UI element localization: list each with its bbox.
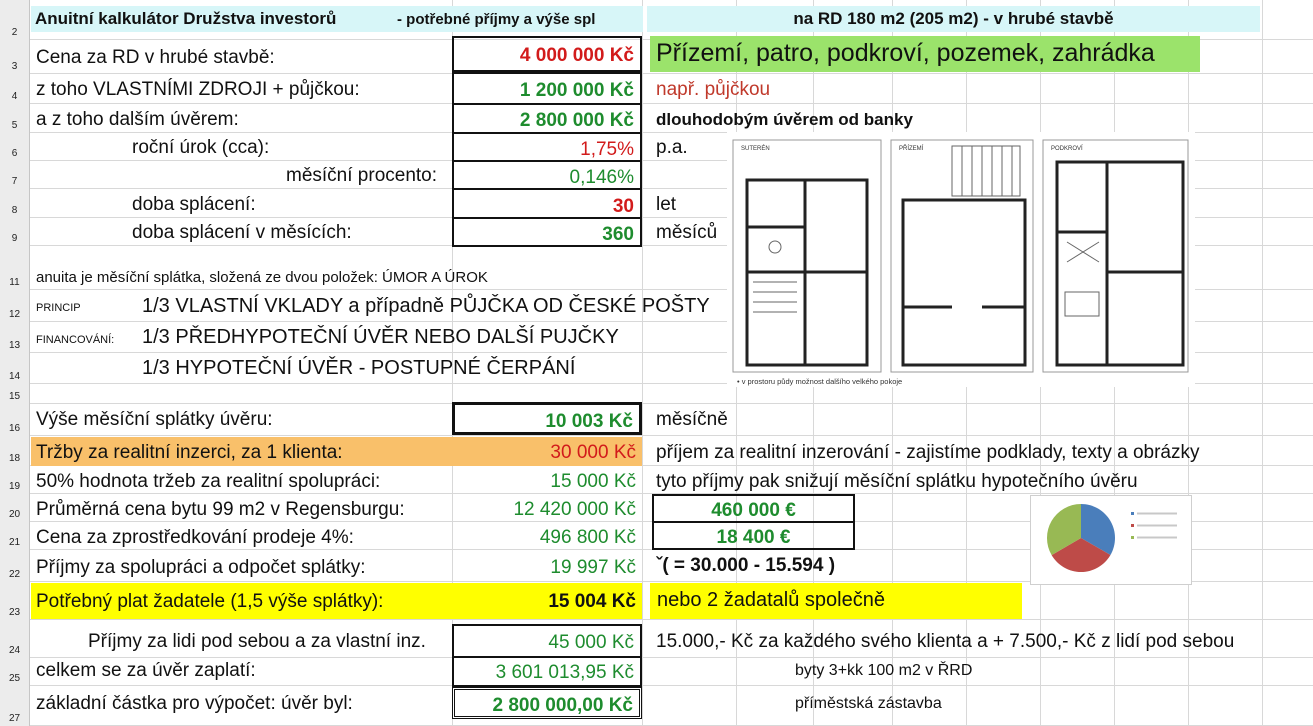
annuity-note[interactable]: anuita je měsíční splátka, složená ze dvou položek: ÚMOR A ÚROK [36,269,488,286]
row-number: 24 [8,645,21,656]
label-price[interactable]: Cena za RD v hrubé stavbě: [36,47,275,68]
label-monthly-payment[interactable]: Výše měsíční splátky úvěru: [36,409,273,430]
value-monthly-payment[interactable]: 10 003 Kč [452,402,642,435]
note-reduce-payment[interactable]: tyto příjmy pak snižují měsíční splátku hypotečního úvěru [656,471,1138,492]
note-formula[interactable]: ˇ( = 30.000 - 15.594 ) [656,555,836,576]
row-number: 4 [11,91,18,102]
note-client-bonus[interactable]: 15.000,- Kč za každého svého klienta a + 7.500,- Kč z lidí pod sebou [656,631,1235,652]
note-flats[interactable]: byty 3+kk 100 m2 v ŘRD [795,662,973,679]
principle-own-deposits[interactable]: 1/3 VLASTNÍ VKLADY a případně PŮJČKA OD ČESKÉ POŠTY [142,295,710,317]
label-base-amount[interactable]: základní částka pro výpočet: úvěr byl: [36,693,353,714]
value-avg-flat-price-eur[interactable]: 460 000 € [652,494,855,523]
row-number: 25 [8,673,21,684]
side-principle[interactable]: PRINCIP [36,302,81,314]
ground-walls [903,200,1025,365]
label-people-income[interactable]: Příjmy za lidi pod sebou a za vlastní inz. [88,631,426,652]
value-required-salary[interactable]: 15 004 Kč [452,583,642,619]
row-header[interactable] [0,404,30,436]
pie-chart[interactable] [1030,495,1192,585]
value-annual-rate[interactable]: 1,75% [452,132,642,162]
row-number: 3 [11,61,18,72]
label-other-credit[interactable]: a z toho dalším úvěrem: [36,109,239,130]
row-header[interactable] [0,189,30,218]
row-header[interactable] [0,246,30,290]
row-number: 18 [8,453,21,464]
floor-plan-image[interactable] [727,132,1195,387]
label-annual-rate[interactable]: roční úrok (cca): [132,137,270,158]
row-number: 5 [11,120,18,131]
principle-pre-mortgage[interactable]: 1/3 PŘEDHYPOTEČNÍ ÚVĚR NEBO DALŠÍ PUJČKY [142,326,619,348]
row-number: 19 [8,481,21,492]
row-number: 8 [11,205,18,216]
value-monthly-rate[interactable]: 0,146% [452,160,642,190]
attic-details [1065,242,1099,316]
note-ad-revenue[interactable]: příjem za realitní inzerování - zajistíme podklady, texty a obrázky [656,442,1200,463]
note-loan[interactable]: např. půjčkou [656,79,771,100]
attic-walls [1057,162,1183,365]
note-floors[interactable]: Přízemí, patro, podkroví, pozemek, zahrádka [650,36,1200,72]
row-header[interactable] [0,620,30,658]
value-base-amount[interactable]: 2 800 000,00 Kč [452,687,642,719]
label-avg-flat-price[interactable]: Průměrná cena bytu 99 m2 v Regensburgu: [36,499,405,520]
row-header[interactable] [0,686,30,726]
row-number: 14 [8,371,21,382]
row-header[interactable] [0,0,30,40]
value-total-paid[interactable]: 3 601 013,95 Kč [452,656,642,687]
row-number: 23 [8,607,21,618]
label-ad-revenue[interactable]: Tržby za realitní inzerci, za 1 klienta: [31,437,452,466]
note-months[interactable]: měsíců [656,222,718,243]
note-pa[interactable]: p.a. [656,137,688,158]
label-own-funds[interactable]: z toho VLASTNÍMI ZDROJI + půjčkou: [36,79,360,100]
row-header[interactable] [0,290,30,322]
note-two-applicants[interactable]: nebo 2 žadatalů společně [650,583,1022,619]
title-main: Anuitní kalkulátor Družstva investorů [35,9,337,28]
plan-caption: • v prostoru půdy možnost dalšího velkého pokoje [737,377,903,386]
principle-mortgage[interactable]: 1/3 HYPOTEČNÍ ÚVĚR - POSTUPNÉ ČERPÁNÍ [142,357,576,379]
row-header[interactable] [0,436,30,466]
label-brokerage-fee[interactable]: Cena za zprostředkování prodeje 4%: [36,527,354,548]
plan-title-ground: PŘÍZEMÍ [899,146,924,152]
row-header[interactable] [0,74,30,104]
row-number: 15 [8,391,21,402]
row-header[interactable] [0,104,30,133]
row-number: 12 [8,309,21,320]
value-cooperation-income[interactable]: 19 997 Kč [550,557,636,578]
row-header[interactable] [0,466,30,494]
row-number: 13 [8,340,21,351]
legend-label-2 [1137,525,1177,527]
row-number: 9 [11,233,18,244]
row-number: 2 [11,27,18,38]
label-cooperation-income[interactable]: Příjmy za spolupráci a odpočet splátky: [36,557,366,578]
value-other-credit[interactable]: 2 800 000 Kč [452,103,642,134]
row-header[interactable] [0,658,30,686]
row-header[interactable] [0,384,30,404]
value-price[interactable]: 4 000 000 Kč [452,36,642,72]
plan-title-basement: SUTERÉN [741,146,770,152]
legend-swatch-1 [1131,512,1134,515]
value-half-revenue[interactable]: 15 000 Kč [550,471,636,492]
row-header[interactable] [0,161,30,189]
title-sub: - potřebné příjmy a výše spl [397,11,596,28]
value-avg-flat-price[interactable]: 12 420 000 Kč [513,499,636,520]
row-number: 20 [8,509,21,520]
row-header[interactable] [0,582,30,620]
value-ad-revenue[interactable]: 30 000 Kč [452,437,642,466]
plan-frames [733,140,1188,372]
label-term[interactable]: doba splácení: [132,194,256,215]
row-number: 11 [9,277,20,288]
value-brokerage-fee[interactable]: 496 800 Kč [539,527,636,548]
floor-plan-drawing [727,132,1195,387]
note-years[interactable]: let [656,194,677,215]
pie-chart-svg [1031,496,1191,584]
title-cell[interactable] [31,6,643,32]
label-total-paid[interactable]: celkem se za úvěr zaplatí: [36,660,256,681]
row-header[interactable] [0,353,30,384]
note-monthly[interactable]: měsíčně [656,409,728,430]
legend-swatch-2 [1131,524,1134,527]
label-required-salary[interactable]: Potřebný plat žadatele (1,5 výše splátky): [31,583,452,619]
row-number: 21 [8,537,21,548]
row-header[interactable] [0,218,30,246]
row-header[interactable] [0,133,30,161]
basement-stairs [753,241,797,312]
row-number: 27 [8,713,21,724]
row-number: 7 [11,176,18,187]
legend-swatch-3 [1131,536,1134,539]
row-header[interactable] [0,40,30,74]
label-term-months[interactable]: doba splácení v měsících: [132,222,352,243]
label-monthly-rate[interactable]: měsíční procento: [286,165,438,186]
row-number: 16 [8,423,21,434]
value-brokerage-fee-eur[interactable]: 18 400 € [652,521,855,550]
note-suburban[interactable]: příměstská zástavba [795,695,942,712]
row-number: 6 [11,148,18,159]
value-own-funds[interactable]: 1 200 000 Kč [452,72,642,105]
row-header[interactable] [0,550,30,582]
side-financing[interactable]: FINANCOVÁNÍ: [36,334,115,346]
legend-label-1 [1137,513,1177,515]
value-term[interactable]: 30 [452,188,642,219]
value-people-income[interactable]: 45 000 Kč [452,624,642,658]
row-number: 22 [8,569,21,580]
row-header[interactable] [0,494,30,522]
legend-label-3 [1137,537,1177,539]
note-bank-credit[interactable]: dlouhodobým úvěrem od banky [656,110,913,129]
basement-walls [747,180,867,365]
plan-title-attic: PODKROVÍ [1051,146,1083,152]
ground-terrace [952,146,1020,196]
row-header[interactable] [0,322,30,353]
label-half-revenue[interactable]: 50% hodnota tržeb za realitní spolupráci: [36,471,381,492]
row-header[interactable] [0,522,30,550]
value-term-months[interactable]: 360 [452,217,642,247]
title-right[interactable]: na RD 180 m2 (205 m2) - v hrubé stavbě [647,6,1260,32]
